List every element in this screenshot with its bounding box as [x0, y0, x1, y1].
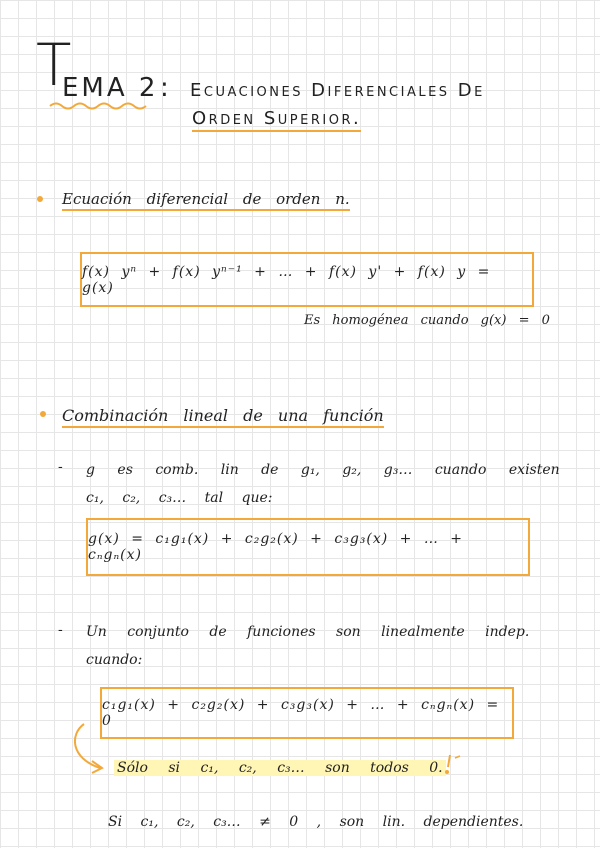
item-2-line-1: Un conjunto de funciones son linealmente indep.	[86, 624, 530, 640]
only-if-statement	[114, 760, 446, 776]
bullet-section-1	[37, 196, 43, 202]
dash-item-1: -	[58, 459, 63, 475]
title-line-2: Orden Superior.	[192, 108, 361, 132]
formula-box-linear-combination	[86, 518, 530, 576]
formula-box-independence	[100, 687, 514, 739]
title-separator: :	[160, 73, 172, 103]
dash-item-2: -	[58, 622, 63, 638]
title-wavy-underline	[48, 100, 148, 110]
dependent-statement: Si c₁, c₂, c₃… ≠ 0 , son lin. dependientes.	[108, 814, 524, 830]
exclamation-doodle-icon	[436, 752, 462, 778]
independence-formula: c₁g₁(x) + c₂g₂(x) + c₃g₃(x) + … + cₙgₙ(x) = 0	[102, 697, 500, 729]
formula-box-ode	[80, 252, 534, 307]
curved-arrow-icon	[66, 720, 116, 776]
ode-formula: f(x) yⁿ + f(x) yⁿ⁻¹ + … + f(x) y' + f(x) y = g(x)	[82, 263, 491, 296]
homogeneous-note: Es homogénea cuando g(x) = 0	[304, 313, 550, 328]
bullet-section-2	[40, 411, 46, 417]
only-if-text: Sólo si c₁, c₂, c₃… son todos 0.	[114, 760, 446, 776]
title-tema: EMA 2	[62, 73, 159, 103]
title-line-1: Ecuaciones Diferenciales De	[190, 80, 485, 101]
item-1-line-2: c₁, c₂, c₃… tal que:	[86, 490, 273, 506]
section-1-heading: Ecuación diferencial de orden n.	[62, 190, 350, 211]
item-1-line-1: g es comb. lin de g₁, g₂, g₃… cuando existen	[86, 462, 560, 478]
linear-combination-formula: g(x) = c₁g₁(x) + c₂g₂(x) + c₃g₃(x) + … + cₙgₙ(x)	[88, 531, 464, 563]
section-2-heading: Combinación lineal de una función	[62, 406, 384, 428]
item-2-line-2: cuando:	[86, 652, 143, 668]
title-letter-t: T	[36, 31, 72, 99]
